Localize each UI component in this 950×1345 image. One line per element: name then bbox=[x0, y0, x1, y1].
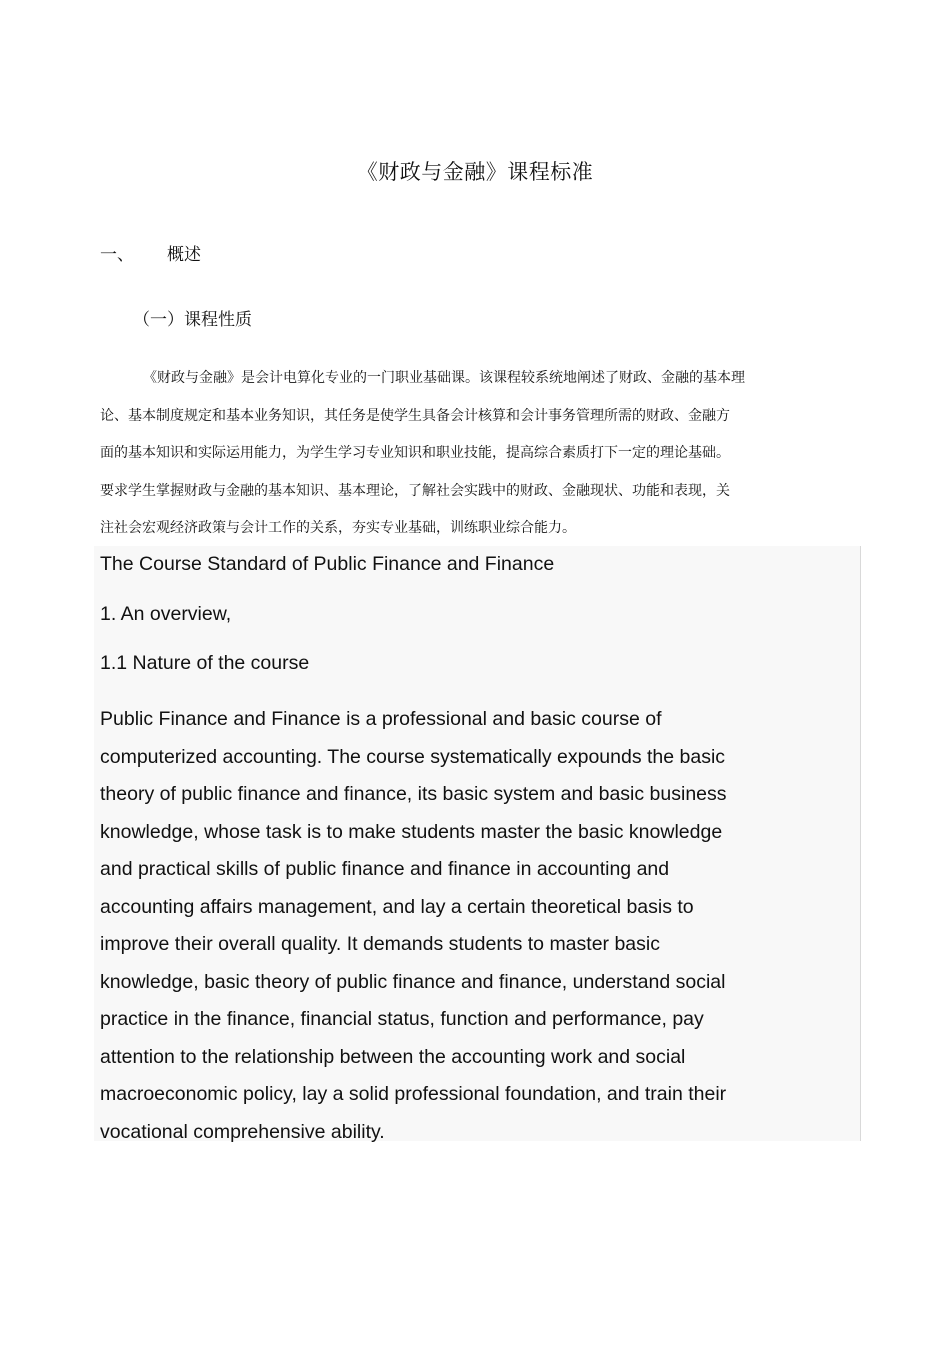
paragraph-line-en: Public Finance and Finance is a professional and basic course of bbox=[100, 708, 662, 730]
paragraph-line-cn: 要求学生掌握财政与金融的基本知识、基本理论，了解社会实践中的财政、金融现状、功能和表现，关 bbox=[100, 482, 730, 499]
paragraph-line-en: attention to the relationship between the accounting work and social bbox=[100, 1045, 686, 1068]
paragraph-line-en: macroeconomic policy, lay a solid professional foundation, and train their bbox=[100, 1083, 727, 1105]
paragraph-line-cn: 面的基本知识和实际运用能力，为学生学习专业知识和职业技能，提高综合素质打下一定的理论基础。 bbox=[100, 445, 730, 461]
paragraph-line-en: theory of public finance and finance, its basic system and basic business bbox=[100, 783, 727, 805]
section-heading-en: 1. An overview, bbox=[100, 603, 232, 625]
paragraph-line-cn: 注社会宏观经济政策与会计工作的关系，夯实专业基础，训练职业综合能力。 bbox=[100, 520, 576, 536]
paragraph-line-cn: 论、基本制度规定和基本业务知识，其任务是使学生具备会计核算和会计事务管理所需的财政、金融方 bbox=[100, 407, 730, 424]
paragraph-line-en: computerized accounting. The course systematically expounds the basic bbox=[100, 745, 726, 768]
paragraph-line-en: knowledge, whose task is to make students master the basic knowledge bbox=[100, 820, 723, 843]
subsection-heading-en: 1.1 Nature of the course bbox=[100, 652, 310, 674]
paragraph-line-en: improve their overall quality. It demands students to master basic bbox=[100, 933, 660, 955]
paragraph-en bbox=[100, 701, 727, 1151]
subsection-heading-cn: （一）课程性质 bbox=[133, 310, 252, 330]
section-heading-cn bbox=[100, 240, 201, 265]
paragraph-line-en: and practical skills of public finance and finance in accounting and bbox=[100, 858, 670, 880]
document-title-en: The Course Standard of Public Finance and Finance bbox=[100, 553, 555, 575]
paragraph-cn bbox=[100, 360, 790, 548]
paragraph-line-en: accounting affairs management, and lay a certain theoretical basis to bbox=[100, 895, 694, 918]
paragraph-line-cn: 《财政与金融》是会计电算化专业的一门职业基础课。该课程较系统地阐述了财政、金融的基本理 bbox=[143, 370, 745, 386]
document-title-cn: 《财政与金融》课程标准 bbox=[356, 160, 594, 184]
paragraph-line-en: knowledge, basic theory of public finance and finance, understand social bbox=[100, 970, 726, 993]
paragraph-line-en: practice in the finance, financial status, function and performance, pay bbox=[100, 1008, 704, 1030]
section-title-cn: 概述 bbox=[167, 245, 201, 265]
paragraph-line-en: vocational comprehensive ability. bbox=[100, 1120, 385, 1143]
section-number-cn: 一、 bbox=[100, 245, 134, 265]
